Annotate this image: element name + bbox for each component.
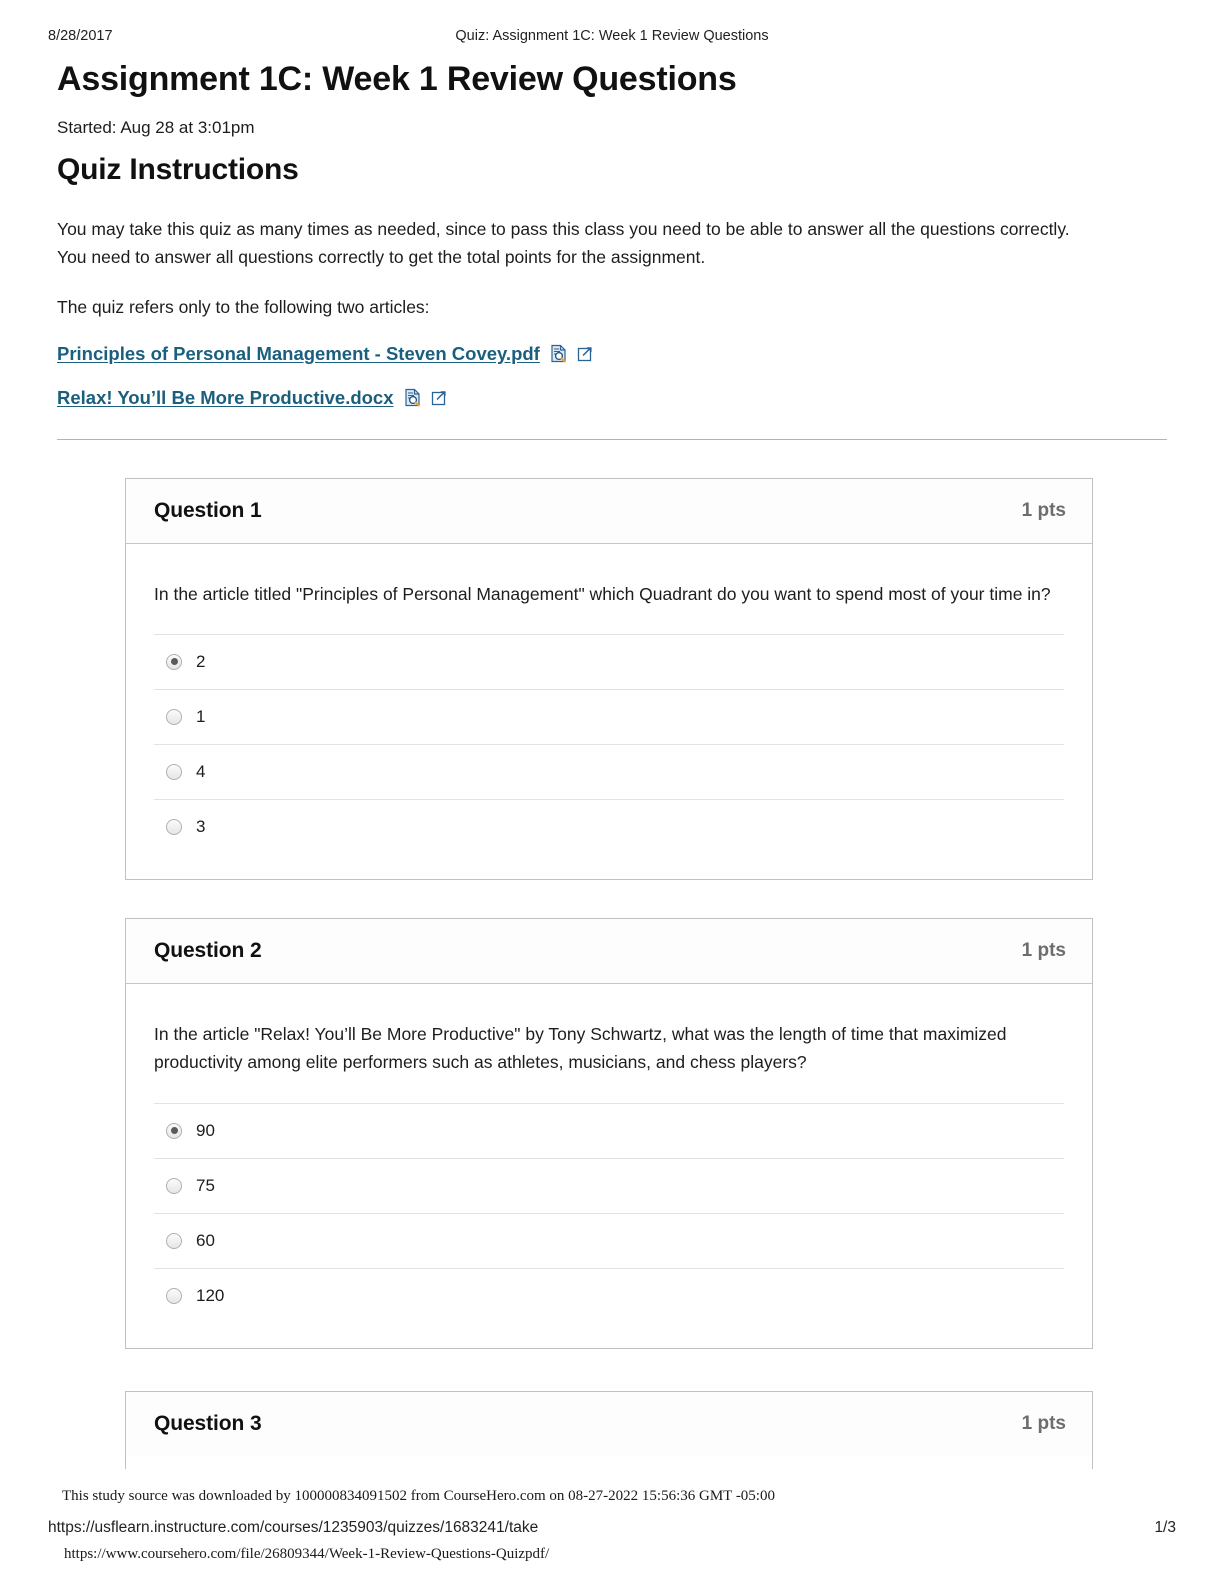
radio-button-icon[interactable] [166, 1178, 182, 1194]
radio-button-icon[interactable] [166, 1123, 182, 1139]
radio-button-icon[interactable] [166, 1288, 182, 1304]
question-card-3 [125, 1391, 1093, 1469]
answer-label: 1 [196, 706, 206, 726]
quiz-started-timestamp: Started: Aug 28 at 3:01pm [57, 117, 255, 137]
answer-options-1 [154, 634, 1064, 879]
answer-label: 3 [196, 816, 206, 836]
quiz-instructions-heading: Quiz Instructions [57, 152, 299, 186]
attachment-link-principles-of-personal-management[interactable]: Principles of Personal Management - Steven Covey.pdf [57, 342, 540, 364]
radio-button-icon[interactable] [166, 764, 182, 780]
articles-intro-text: The quiz refers only to the following two articles: [57, 296, 430, 317]
answer-option[interactable] [154, 689, 1064, 744]
question-text-1: In the article titled "Principles of Personal Management" which Quadrant do you want to spend most of your time in? [154, 583, 1051, 604]
document-content [57, 58, 1167, 1469]
answer-option[interactable] [154, 1158, 1064, 1213]
question-text-2: In the article "Relax! You’ll Be More Productive" by Tony Schwartz, what was the length of time that maximized productivity among elite performers such as athletes, musicians, and chess players? [154, 1023, 1007, 1073]
question-header-1 [126, 479, 1092, 544]
open-in-new-icon[interactable] [431, 389, 448, 406]
answer-label: 120 [196, 1285, 225, 1305]
answer-label: 75 [196, 1175, 215, 1195]
print-footer [48, 1519, 1176, 1541]
question-points-3: 1 pts [1021, 1412, 1066, 1434]
page-title: Assignment 1C: Week 1 Review Questions [57, 60, 737, 98]
question-body-2 [126, 984, 1092, 1348]
answer-option[interactable] [154, 1213, 1064, 1268]
question-points-2: 1 pts [1021, 939, 1066, 961]
coursehero-watermark: This study source was downloaded by 100000834091502 from CourseHero.com on 08-27-2022 15:56:36 GMT -05:00 [62, 1488, 775, 1504]
answer-option[interactable] [154, 744, 1064, 799]
page-number: 1/3 [1154, 1519, 1176, 1536]
attachment-row-1 [57, 343, 1167, 365]
question-title-1: Question 1 [154, 498, 262, 522]
answer-option[interactable] [154, 1103, 1064, 1158]
question-title-2: Question 2 [154, 938, 262, 962]
question-card-2 [125, 918, 1093, 1349]
attachment-row-2 [57, 387, 1167, 409]
radio-button-icon[interactable] [166, 1233, 182, 1249]
document-preview-icon[interactable] [549, 344, 568, 363]
print-header-title: Quiz: Assignment 1C: Week 1 Review Questions [455, 28, 769, 44]
radio-button-icon[interactable] [166, 654, 182, 670]
content-divider [57, 439, 1167, 440]
open-in-new-icon[interactable] [577, 345, 594, 362]
attachment-link-relax-youll-be-more-productive[interactable]: Relax! You’ll Be More Productive.docx [57, 386, 394, 408]
answer-option[interactable] [154, 634, 1064, 689]
answer-options-2 [154, 1103, 1064, 1348]
question-body-1 [126, 544, 1092, 879]
answer-option[interactable] [154, 799, 1064, 875]
print-footer-url: https://usflearn.instructure.com/courses/1235903/quizzes/1683241/take [48, 1519, 539, 1536]
print-date: 8/28/2017 [48, 28, 113, 44]
question-card-1 [125, 478, 1093, 880]
print-header [48, 28, 1176, 48]
answer-label: 90 [196, 1120, 215, 1140]
answer-label: 4 [196, 761, 206, 781]
radio-button-icon[interactable] [166, 819, 182, 835]
question-points-1: 1 pts [1021, 499, 1066, 521]
instructions-paragraph: You may take this quiz as many times as needed, since to pass this class you need to be able to answer all the questions correctly. You need to answer all questions correctly to get the total points for the assignment. [57, 218, 1070, 267]
answer-label: 2 [196, 651, 206, 671]
question-header-2 [126, 919, 1092, 984]
question-header-3 [126, 1392, 1092, 1456]
answer-option[interactable] [154, 1268, 1064, 1344]
document-preview-icon[interactable] [403, 388, 422, 407]
coursehero-source-url: https://www.coursehero.com/file/26809344/Week-1-Review-Questions-Quizpdf/ [64, 1546, 550, 1562]
answer-label: 60 [196, 1230, 215, 1250]
radio-button-icon[interactable] [166, 709, 182, 725]
question-title-3: Question 3 [154, 1411, 262, 1435]
